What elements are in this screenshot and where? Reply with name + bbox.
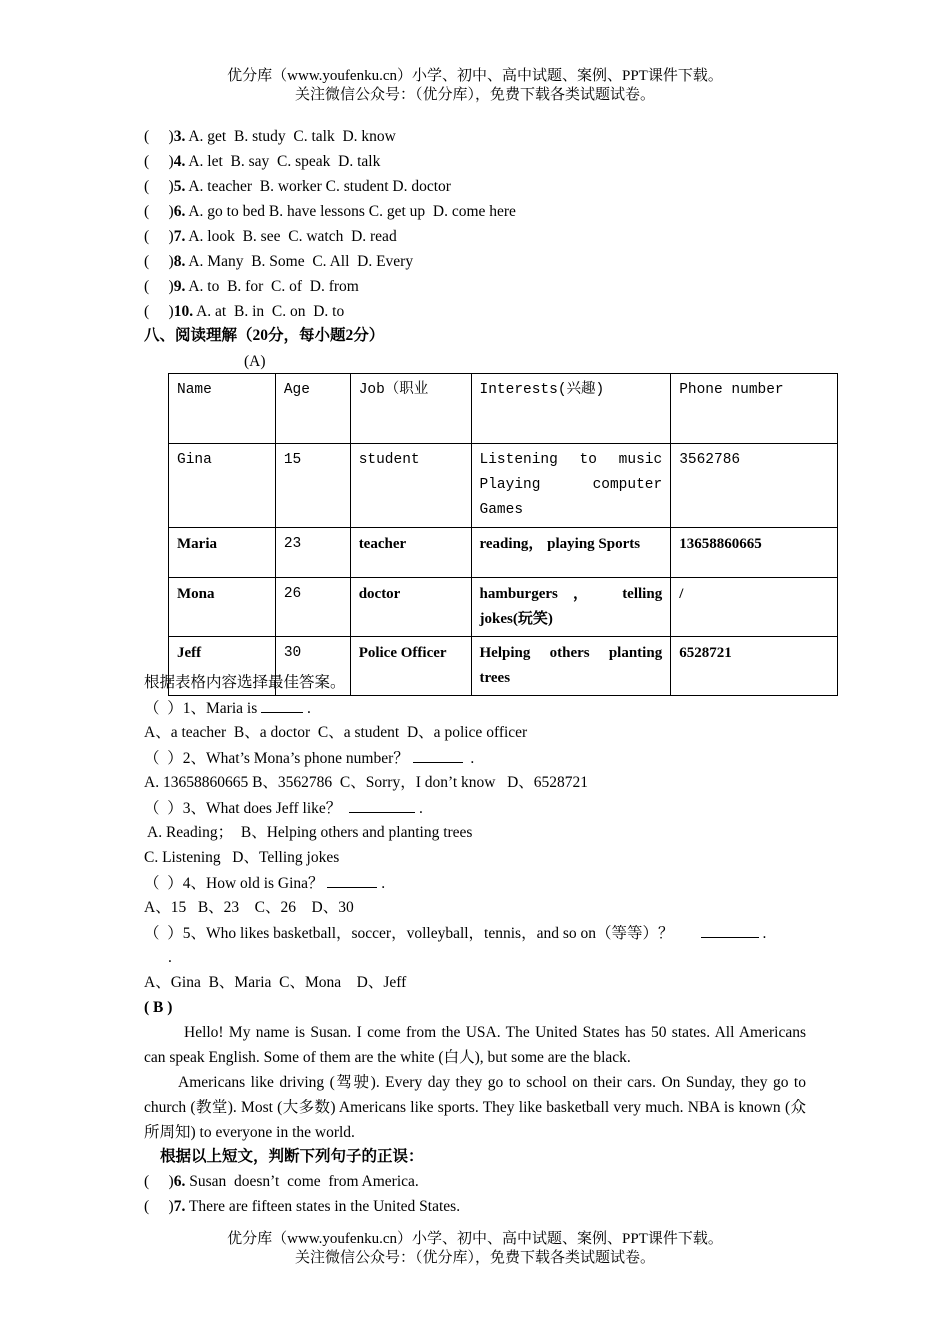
question-5: （ ）5、Who likes basketball，soccer，volleyball，tennis，and so on（等等）？ . bbox=[144, 925, 767, 942]
answer-blank[interactable] bbox=[327, 873, 377, 888]
table-header: Age bbox=[275, 374, 350, 444]
answer-blank[interactable] bbox=[349, 798, 415, 813]
question-1-options: A、a teacher B、a doctor C、a student D、a police officer bbox=[144, 724, 528, 741]
question-3-options: A. Reading； B、Helping others and planting trees bbox=[144, 824, 473, 841]
table-cell: Helping others planting trees bbox=[471, 637, 671, 696]
cloze-item: ( )5. A. teacher B. worker C. student D. doctor bbox=[144, 178, 451, 195]
table-header: Job（职业 bbox=[350, 374, 471, 444]
table-cell: 15 bbox=[275, 444, 350, 528]
question-4-options: A、15 B、23 C、26 D、30 bbox=[144, 899, 354, 916]
info-table bbox=[168, 373, 838, 696]
tf-item: ( )6. Susan doesn’t come from America. bbox=[144, 1173, 419, 1190]
footer-line-2: 关注微信公众号：（优分库），免费下载各类试题试卷。 bbox=[294, 1250, 655, 1266]
tf-instruction: 根据以上短文，判断下列句子的正误： bbox=[160, 1148, 424, 1165]
table-cell: Police Officer bbox=[350, 637, 471, 696]
question-5-options: A、Gina B、Maria C、Mona D、Jeff bbox=[144, 974, 407, 991]
question-3-options: C. Listening D、Telling jokes bbox=[144, 849, 340, 866]
passage-paragraph: Americans like driving (驾驶). Every day they go to school on their cars. On Sunday, they go to church (教堂). Most (大多数) Americans like sports. They like basketball very much. NBA is known (众所周知) to everyone in the world. bbox=[144, 1074, 806, 1141]
table-cell: Jeff bbox=[169, 637, 276, 696]
cloze-item: ( )7. A. look B. see C. watch D. read bbox=[144, 228, 397, 245]
cloze-item: ( )6. A. go to bed B. have lessons C. get up D. come here bbox=[144, 203, 516, 220]
table-cell: 3562786 bbox=[671, 444, 838, 528]
table-cell: student bbox=[350, 444, 471, 528]
table-row bbox=[169, 444, 838, 528]
table-cell: Gina bbox=[169, 444, 276, 528]
stray-period: . bbox=[168, 949, 172, 966]
table-header: Phone number bbox=[671, 374, 838, 444]
section-title: 八、阅读理解（20分，每小题2分） bbox=[144, 327, 385, 344]
cloze-item: ( )4. A. let B. say C. speak D. talk bbox=[144, 153, 381, 170]
question-1: （ ）1、Maria is . bbox=[144, 700, 311, 717]
passage-paragraph: Hello! My name is Susan. I come from the USA. The United States has 50 states. All Americans can speak English. Some of them are the white (白人), but some are the black. bbox=[144, 1024, 806, 1066]
header-line-2: 关注微信公众号：（优分库），免费下载各类试题试卷。 bbox=[294, 87, 655, 103]
table-cell: hamburgers， telling jokes(玩笑) bbox=[471, 578, 671, 637]
table-cell: 23 bbox=[275, 528, 350, 578]
table-header: Name bbox=[169, 374, 276, 444]
question-4: （ ）4、How old is Gina？ . bbox=[144, 875, 386, 892]
page-footer bbox=[0, 1230, 950, 1268]
table-cell: 30 bbox=[275, 637, 350, 696]
table-cell: Mona bbox=[169, 578, 276, 637]
question-2-options: A. 13658860665 B、3562786 C、Sorry，I don’t know D、6528721 bbox=[144, 774, 589, 791]
table-cell: teacher bbox=[350, 528, 471, 578]
table-cell: 13658860665 bbox=[671, 528, 838, 578]
header-line-1: 优分库（www.youfenku.cn）小学、初中、高中试题、案例、PPT课件下载。 bbox=[227, 68, 723, 84]
instruction: 根据表格内容选择最佳答案。 bbox=[144, 674, 346, 691]
table-cell: / bbox=[671, 578, 838, 637]
table-cell: doctor bbox=[350, 578, 471, 637]
table-header-row bbox=[169, 374, 838, 444]
page-header bbox=[0, 67, 950, 105]
table-cell: Listening to music Playing computer Games bbox=[471, 444, 671, 528]
part-a-label: (A) bbox=[244, 353, 266, 370]
table-cell: 6528721 bbox=[671, 637, 838, 696]
table-cell: Maria bbox=[169, 528, 276, 578]
cloze-item: ( )9. A. to B. for C. of D. from bbox=[144, 278, 359, 295]
answer-blank[interactable] bbox=[413, 748, 463, 763]
table-cell: 26 bbox=[275, 578, 350, 637]
footer-line-1: 优分库（www.youfenku.cn）小学、初中、高中试题、案例、PPT课件下载。 bbox=[227, 1231, 723, 1247]
question-3: （ ）3、What does Jeff like？ . bbox=[144, 800, 423, 817]
cloze-item: ( )3. A. get B. study C. talk D. know bbox=[144, 128, 396, 145]
part-b-label: ( B ) bbox=[144, 999, 173, 1016]
question-2: （ ）2、What’s Mona’s phone number？ . bbox=[144, 750, 475, 767]
table-row bbox=[169, 528, 838, 578]
answer-blank[interactable] bbox=[261, 698, 303, 713]
tf-item: ( )7. There are fifteen states in the United States. bbox=[144, 1198, 461, 1215]
table-header: Interests(兴趣) bbox=[471, 374, 671, 444]
cloze-item: ( )8. A. Many B. Some C. All D. Every bbox=[144, 253, 414, 270]
table-cell: reading， playing Sports bbox=[471, 528, 671, 578]
answer-blank[interactable] bbox=[701, 923, 759, 938]
table-row bbox=[169, 578, 838, 637]
cloze-item: ( )10. A. at B. in C. on D. to bbox=[144, 303, 345, 320]
